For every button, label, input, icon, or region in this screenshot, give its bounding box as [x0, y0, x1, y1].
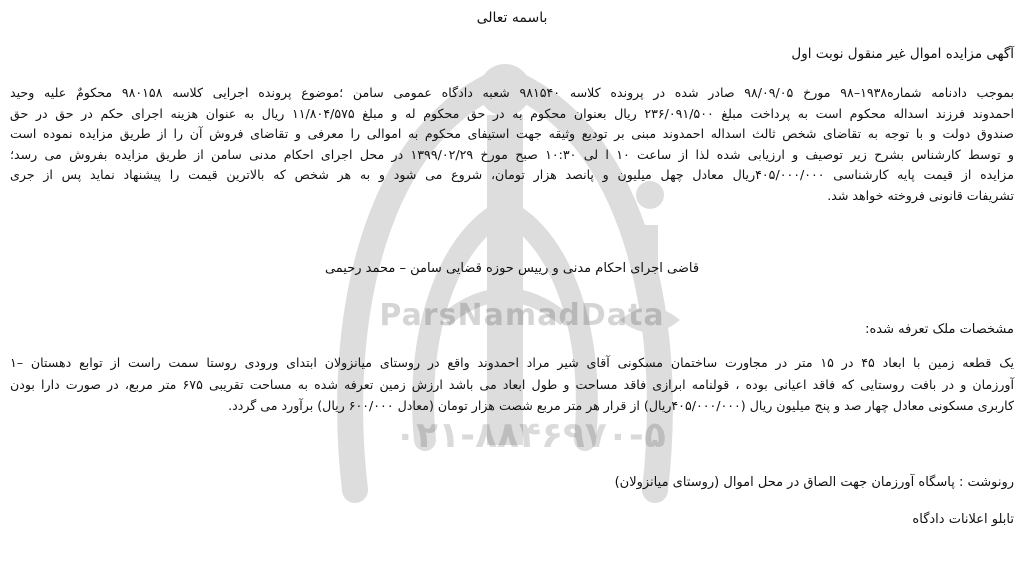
body-line: بموجب دادنامه شماره۱۹۳۸–۹۸ مورخ ۹۸/۰۹/۰۵ صادر شده در پرونده کلاسه ۹۸۱۵۴۰ شعبه دادگاه عمومی سامن ؛موضوع پرونده اجرایی کلاسه ۹۸۰۱۵۸ محکومٌ علیه وحید — [10, 85, 1014, 100]
body-line: تشریفات قانونی فروخته خواهد شد. — [827, 187, 1014, 203]
property-spec-paragraph — [10, 352, 1014, 417]
spec-line: یک قطعه زمین با ابعاد ۴۵ در ۱۵ متر در مجاورت ساختمان مسکونی آقای شیر مراد احمدوند واقع در روستای میانزولان ابتدای ورودی روستا سمت راست از توابع دهستان –۱ — [10, 355, 1014, 370]
watermark-phone: ۰۲۱-۸۸۴۶۹۷۰-۵ — [394, 415, 666, 456]
watermark-brand: ParsNamadData — [379, 298, 665, 333]
auction-body-paragraph — [10, 83, 1014, 207]
notice-board-line: تابلو اعلانات دادگاه — [912, 512, 1014, 527]
document-top-title: باسمه تعالی — [476, 10, 548, 26]
body-line: و توسط کارشناس بشرح زیر توصیف و ارزیابی شده لذا از ساعت ۱۰ ا لی ۱۰:۳۰ صبح مورخ ۱۳۹۹/۰۲/۲۹ در محل اجرای احکام مدنی سامن از طریق مزایده بفروش می رسد؛ — [10, 146, 1014, 162]
property-spec-heading: مشخصات ملک تعرفه شده: — [865, 322, 1014, 337]
auction-heading: آگهی مزایده اموال غیر منقول نوبت اول — [791, 46, 1014, 62]
copy-recipient-line: رونوشت : پاسگاه آورزمان جهت الصاق در محل اموال (روستای میانزولان) — [614, 475, 1014, 490]
body-line: احمدوند فرزند اسداله محکوم است به پرداخت مبلغ ۲۳۶/۰۹۱/۵۰۰ ریال بعنوان محکوم به در حق محکوم له و مبلغ ۱۱/۸۰۴/۵۷۵ ریال به عنوان هزینه اجرای حکم در حق در حق — [10, 105, 1014, 121]
body-line: مزایده از قیمت پایه کارشناسی ۴۰۵/۰۰۰/۰۰۰ریال معادل چهل میلیون و پانصد هزار تومان، شروع می شود و به هر شخص که بالاترین قیمت را پیشنهاد نماید پس از جری — [10, 167, 1014, 183]
spec-line: کاربری مسکونی معادل چهار صد و پنج میلیون ریال (۴۰۵/۰۰۰/۰۰۰ریال) از قرار هر متر مربع شصت هزار تومان (معادل ۶۰۰/۰۰۰ ریال) برآورد می گردد. — [228, 398, 1014, 413]
judge-signature-line: قاضی اجرای احکام مدنی و رییس حوزه قضایی سامن – محمد رحیمی — [324, 261, 700, 276]
body-line: صندوق دولت و با توجه به تقاضای شخص ثالث اسداله احمدوند مبنی بر توديع وثيقه جهت استيفای محكوم به اموالی را معرفی و تقاضای فروش آن را از طريق مزايده نموده است — [10, 126, 1014, 142]
spec-line: آورزمان و در بافت روستایی که فاقد اعیانی بوده ، قولنامه ابرازی فاقد مساحت و طول ابعاد می باشد ارزش زمین تعرفه شده به مساحت تقریبی ۶۷۵ متر مربع، در صورت دارا بودن — [10, 376, 1014, 392]
